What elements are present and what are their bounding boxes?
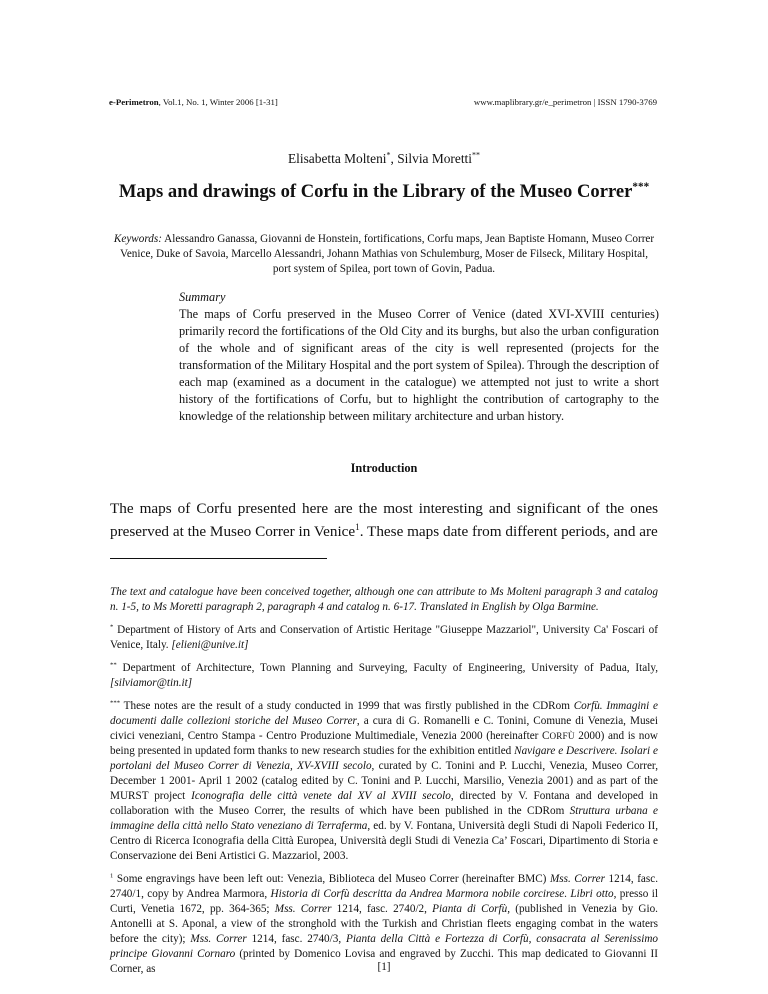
footnote-1-italic-6: Mss. Correr — [190, 933, 247, 945]
introduction-heading: Introduction — [350, 461, 418, 475]
author-mark-1: * — [386, 150, 391, 160]
email-moretti[interactable]: [silviamor@tin.it] — [110, 677, 193, 689]
note-mark-2: ** — [110, 661, 117, 669]
note-3-smallcaps: ORFÙ — [549, 731, 575, 741]
note-3-part-d: , curated by C. Tonini and P. Lucchi, Venezia, Museo Correr, December 1 2001- April 1 2002 (catalog edited by C. Tonini and P. Lucchi, Marsilio, Venezia 2001) and as part of the MURST project — [110, 760, 658, 802]
footnote-1-italic-4: Mss. Correr — [274, 903, 332, 915]
note-study-history — [110, 699, 658, 864]
journal-citation — [109, 97, 278, 107]
note-3-project-title: Iconografia delle città venete dal XV al XVIII secolo — [191, 790, 451, 802]
author-separator: , — [390, 151, 398, 166]
note-3-part-f: , ed. by V. Fontana, Università degli Studi di Napoli Federico II, Centro di Ricerca Iconografia della Città Europea, Università degli Studi di Venezia Ca’ Foscari, Dipartimento di Storia e Conservazione dei Beni Artistici G. Mazzariol, 2003. — [110, 820, 658, 862]
note-text-2: Department of Architecture, Town Planning and Surveying, Faculty of Engineering, University of Padua, Italy, — [116, 662, 658, 674]
note-3-cdrom-title: Corfù. Immagini e documenti dalle collezioni storiche del Museo Correr — [110, 700, 658, 727]
note-3-part-a: These notes are the result of a study conducted in 1999 that was firstly published in the CDRom — [120, 700, 574, 712]
summary-block — [179, 289, 659, 425]
note-affiliation-2 — [110, 661, 658, 691]
footnote-1-part-h: (printed by Domenico Lovisa and engraved by Zucchi. This map dedicated to Giovanni II Corner, as — [110, 948, 658, 975]
note-mark-1: * — [110, 623, 114, 631]
note-mark-3: *** — [110, 699, 121, 707]
footnote-1-part-d: , presso il Curti, Venetia 1672, pp. 364-365; — [110, 888, 658, 915]
summary-text: The maps of Corfu preserved in the Museo Correr of Venice (dated XVI-XVIII centuries) primarily record the fortifications of the Old City and its burghs, but also the urban configuration of the whole and of significant areas of the city is well represented (projects for the transformation of the Military Hospital and the port system of Spilea). Through the description of each map (examined as a document in the catalogue) we attempted not just to write a short history of the fortifications of Corfu, but to highlight the contribution of cartography to the knowledge of the relationship between military architecture and urban history. — [179, 307, 659, 423]
footnote-divider — [110, 558, 327, 559]
paper-title-text: Maps and drawings of Corfu in the Library of the Museo Correr — [118, 181, 633, 202]
footnote-1-part-g: 1214, fasc. 2740/3, — [246, 933, 346, 945]
footnote-1-italic-2: Historia di Corfù descritta da Andrea Marmora nobile corcirese — [270, 888, 565, 900]
footnote-1-part-a: Some engravings have been left out: Venezia, Biblioteca del Museo Correr (hereinafter BMC) — [113, 873, 550, 885]
journal-issn: | ISSN 1790-3769 — [591, 97, 657, 107]
intro-text-b: . These maps date from different periods, and are — [359, 523, 658, 540]
note-3-part-e: , directed by V. Fontana and developed in collaboration with the Museo Correr, the results of which have been published in the CDRom — [110, 790, 658, 817]
note-text-1: Department of History of Arts and Conservation of Artistic Heritage "Giuseppe Mazzariol", University Ca' Foscari of Venice, Italy. — [110, 624, 658, 651]
journal-name: e-Perimetron — [109, 97, 159, 107]
note-3-cdrom-title-2: Struttura urbana e immagine della città nello Stato veneziano di Terraferma — [110, 805, 658, 832]
note-3-part-b: , a cura di G. Romanelli e C. Tonini, Comune di Venezia, Musei civici veneziani, Centro Stampa - Centro Produzione Multimediale, Venezia 2000 (hereinafter C — [110, 715, 658, 742]
footnote-1-mark: 1 — [110, 872, 114, 880]
note-3-exhibition-title: Navigare e Descrivere. Isolari e portolani del Museo Correr di Venezia, XV-XVIII secolo — [110, 745, 658, 772]
author-molteni: Elisabetta Molteni — [287, 151, 387, 166]
author-credit-note: The text and catalogue have been conceived together, although one can attribute to Ms Molteni paragraph 3 and catalog n. 1-5, to Ms Moretti paragraph 2, paragraph 4 and catalog n. 6-17. Translated in English by Olga Barmine. — [110, 586, 658, 613]
footnotes — [110, 585, 658, 985]
keywords-label: Keywords: — [113, 233, 162, 245]
journal-website[interactable]: www.maplibrary.gr/e_perimetron — [473, 97, 592, 107]
author-mark-2: ** — [472, 150, 481, 160]
intro-text-a: The maps of Corfu presented here are the most interesting and significant of the ones preserved at the Museo Correr in Venice — [110, 500, 658, 540]
keywords-text: Alessandro Ganassa, Giovanni de Honstein, fortifications, Corfu maps, Jean Baptiste Homann, Museo Correr Venice, Duke of Savoia, Marcello Alessandri, Johann Mathias von Schulemburg, Moser de Filseck, Military Hospital, port system of Spilea, port town of Govin, Padua. — [120, 233, 655, 275]
footnote-ref-1[interactable]: 1 — [355, 521, 360, 532]
footnote-1-part-e: 1214, fasc. 2740/2, — [331, 903, 433, 915]
email-molteni[interactable]: [elieni@unive.it] — [171, 639, 249, 651]
footnote-1-part-f: (published in Venezia by Gio. Antonelli at S. Aponal, a view of the stronghold with the Turkish and Christian fleets engaging combat in the waters before the city); — [110, 903, 658, 945]
footnote-1-part-c: . — [564, 888, 571, 900]
keywords — [110, 232, 658, 277]
footnote-1-italic-5: Pianta di Corfù, — [432, 903, 511, 915]
author-moretti: Silvia Moretti — [397, 151, 472, 166]
journal-url — [474, 97, 657, 107]
footnote-1-italic-7: Pianta della Città e Fortezza di Corfù, consacrata al Serenissimo principe Giovanni Cornaro — [110, 933, 658, 960]
footnote-1-italic-3: Libri otto — [570, 888, 614, 900]
journal-volume: , Vol.1, No. 1, Winter 2006 [1-31] — [158, 97, 278, 107]
summary-heading: Summary — [179, 290, 226, 304]
footnote-1-part-b: 1214, fasc. 2740/1, copy by Andrea Marmora, — [110, 873, 659, 900]
paper-title — [0, 181, 768, 203]
introduction-text — [110, 497, 658, 543]
title-mark: *** — [632, 180, 650, 193]
author-line — [0, 151, 768, 167]
page-number: [1] — [377, 961, 391, 973]
note-affiliation-1 — [110, 623, 658, 653]
note-3-part-c: 2000) and is now being presented in updated form thanks to new research studies for the exhibition entitled — [110, 730, 659, 757]
footnote-1-italic-1: Mss. Correr — [549, 873, 605, 885]
